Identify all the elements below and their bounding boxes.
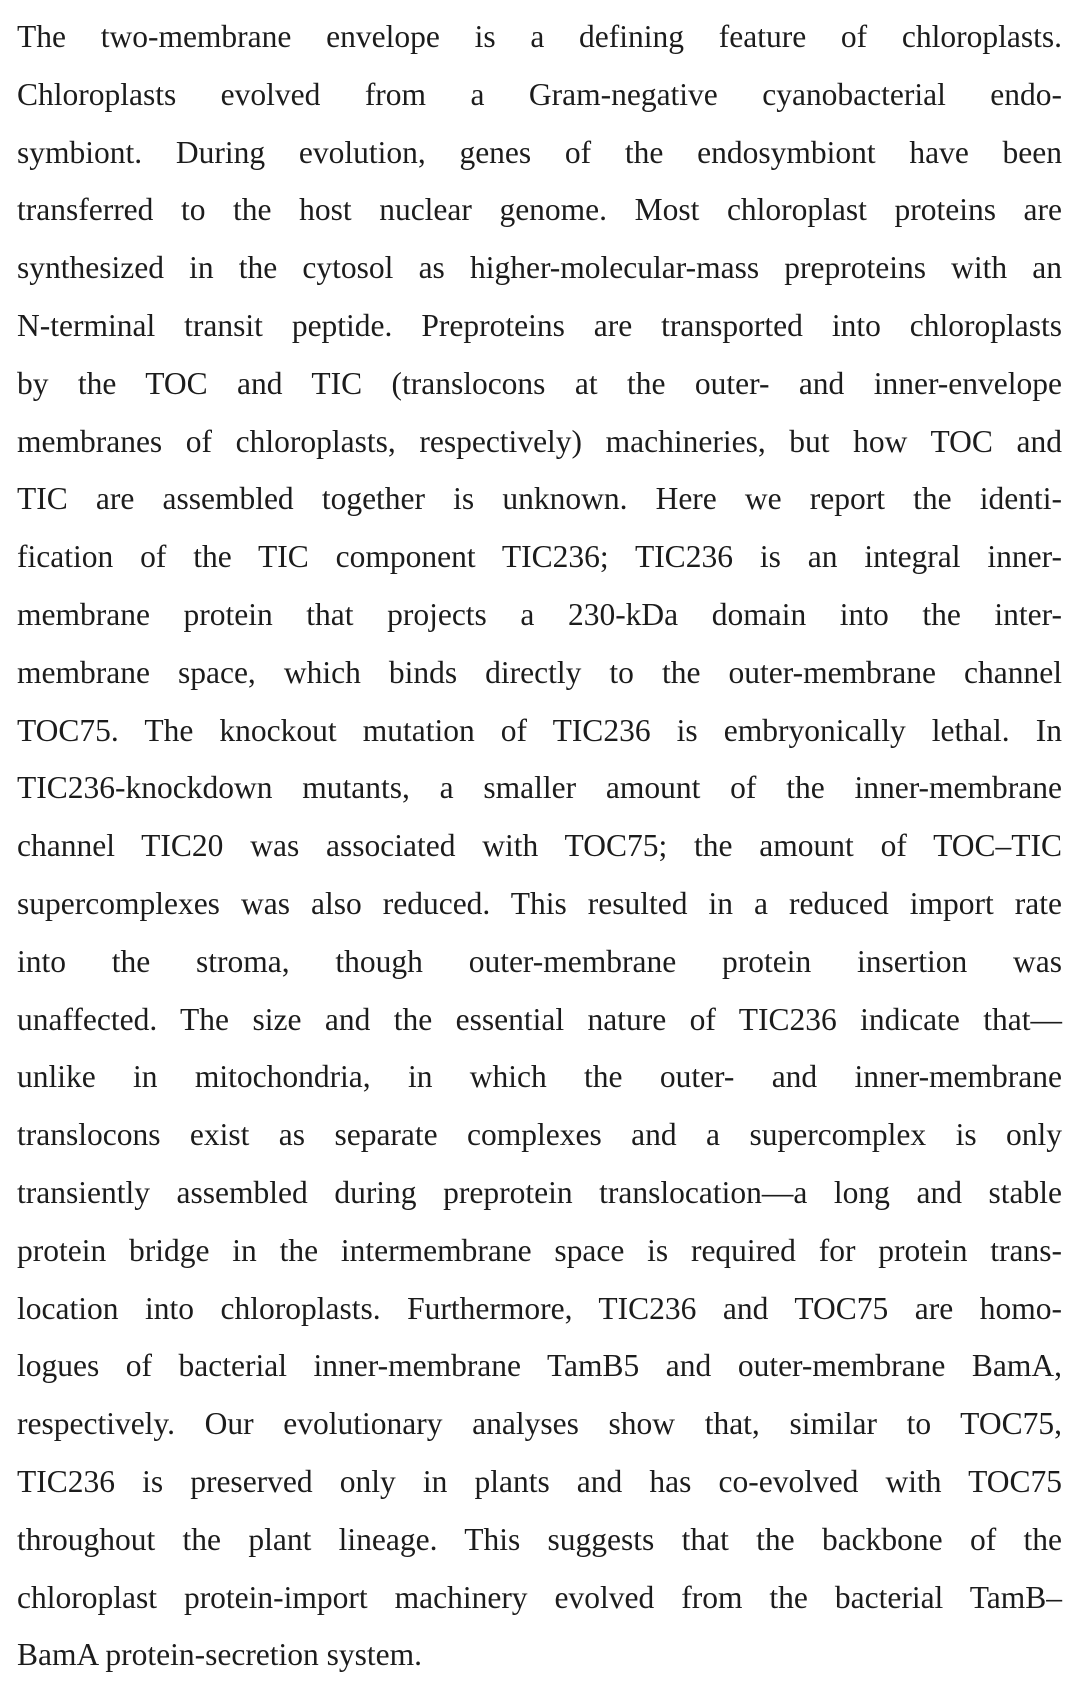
abstract-line-7: by the TOC and TIC (translocons at the outer- and inner-envelope <box>17 365 1062 401</box>
abstract-line-11: membrane protein that projects a 230-kDa domain into the inter- <box>17 596 1062 632</box>
abstract-line-23: location into chloroplasts. Furthermore, TIC236 and TOC75 are homo- <box>17 1290 1062 1326</box>
abstract-line-25: respectively. Our evolutionary analyses show that, similar to TOC75, <box>17 1406 1062 1442</box>
abstract-line-9: TIC are assembled together is unknown. Here we report the identi- <box>17 481 1062 517</box>
abstract-line-26: TIC236 is preserved only in plants and has co-evolved with TOC75 <box>17 1463 1062 1499</box>
abstract-line-2: Chloroplasts evolved from a Gram-negative cyanobacterial endo- <box>17 76 1062 112</box>
abstract-line-21: transiently assembled during preprotein translocation—a long and stable <box>17 1174 1062 1210</box>
abstract-line-29: BamA protein-secretion system. <box>17 1637 423 1673</box>
abstract-line-1: The two-membrane envelope is a defining feature of chloroplasts. <box>17 19 1062 54</box>
abstract-line-4: transferred to the host nuclear genome. Most chloroplast proteins are <box>17 192 1062 228</box>
abstract-paragraph <box>17 8 1062 1684</box>
abstract-line-17: into the stroma, though outer-membrane protein insertion was <box>17 943 1062 979</box>
abstract-line-10: fication of the TIC component TIC236; TIC236 is an integral inner- <box>17 539 1062 575</box>
abstract-line-22: protein bridge in the intermembrane space is required for protein trans- <box>17 1232 1062 1268</box>
abstract-line-24: logues of bacterial inner-membrane TamB5 and outer-membrane BamA, <box>17 1348 1062 1384</box>
abstract-line-18: unaffected. The size and the essential nature of TIC236 indicate that— <box>17 1001 1062 1037</box>
abstract-line-14: TIC236-knockdown mutants, a smaller amount of the inner-membrane <box>17 770 1062 806</box>
abstract-line-8: membranes of chloroplasts, respectively) machineries, but how TOC and <box>17 423 1062 459</box>
abstract-line-19: unlike in mitochondria, in which the outer- and inner-membrane <box>17 1059 1062 1095</box>
abstract-line-28: chloroplast protein-import machinery evolved from the bacterial TamB– <box>17 1579 1062 1615</box>
abstract-line-5: synthesized in the cytosol as higher-molecular-mass preproteins with an <box>17 250 1062 286</box>
abstract-line-20: translocons exist as separate complexes and a supercomplex is only <box>17 1117 1062 1153</box>
abstract-line-15: channel TIC20 was associated with TOC75; the amount of TOC–TIC <box>17 828 1062 864</box>
abstract-line-13: TOC75. The knockout mutation of TIC236 is embryonically lethal. In <box>17 712 1062 748</box>
abstract-line-6: N-terminal transit peptide. Preproteins are transported into chloroplasts <box>17 307 1062 343</box>
abstract-line-12: membrane space, which binds directly to the outer-membrane channel <box>17 654 1062 690</box>
abstract-line-16: supercomplexes was also reduced. This resulted in a reduced import rate <box>17 885 1062 921</box>
abstract-line-3: symbiont. During evolution, genes of the endosymbiont have been <box>17 134 1062 170</box>
abstract-line-27: throughout the plant lineage. This suggests that the backbone of the <box>17 1521 1062 1557</box>
